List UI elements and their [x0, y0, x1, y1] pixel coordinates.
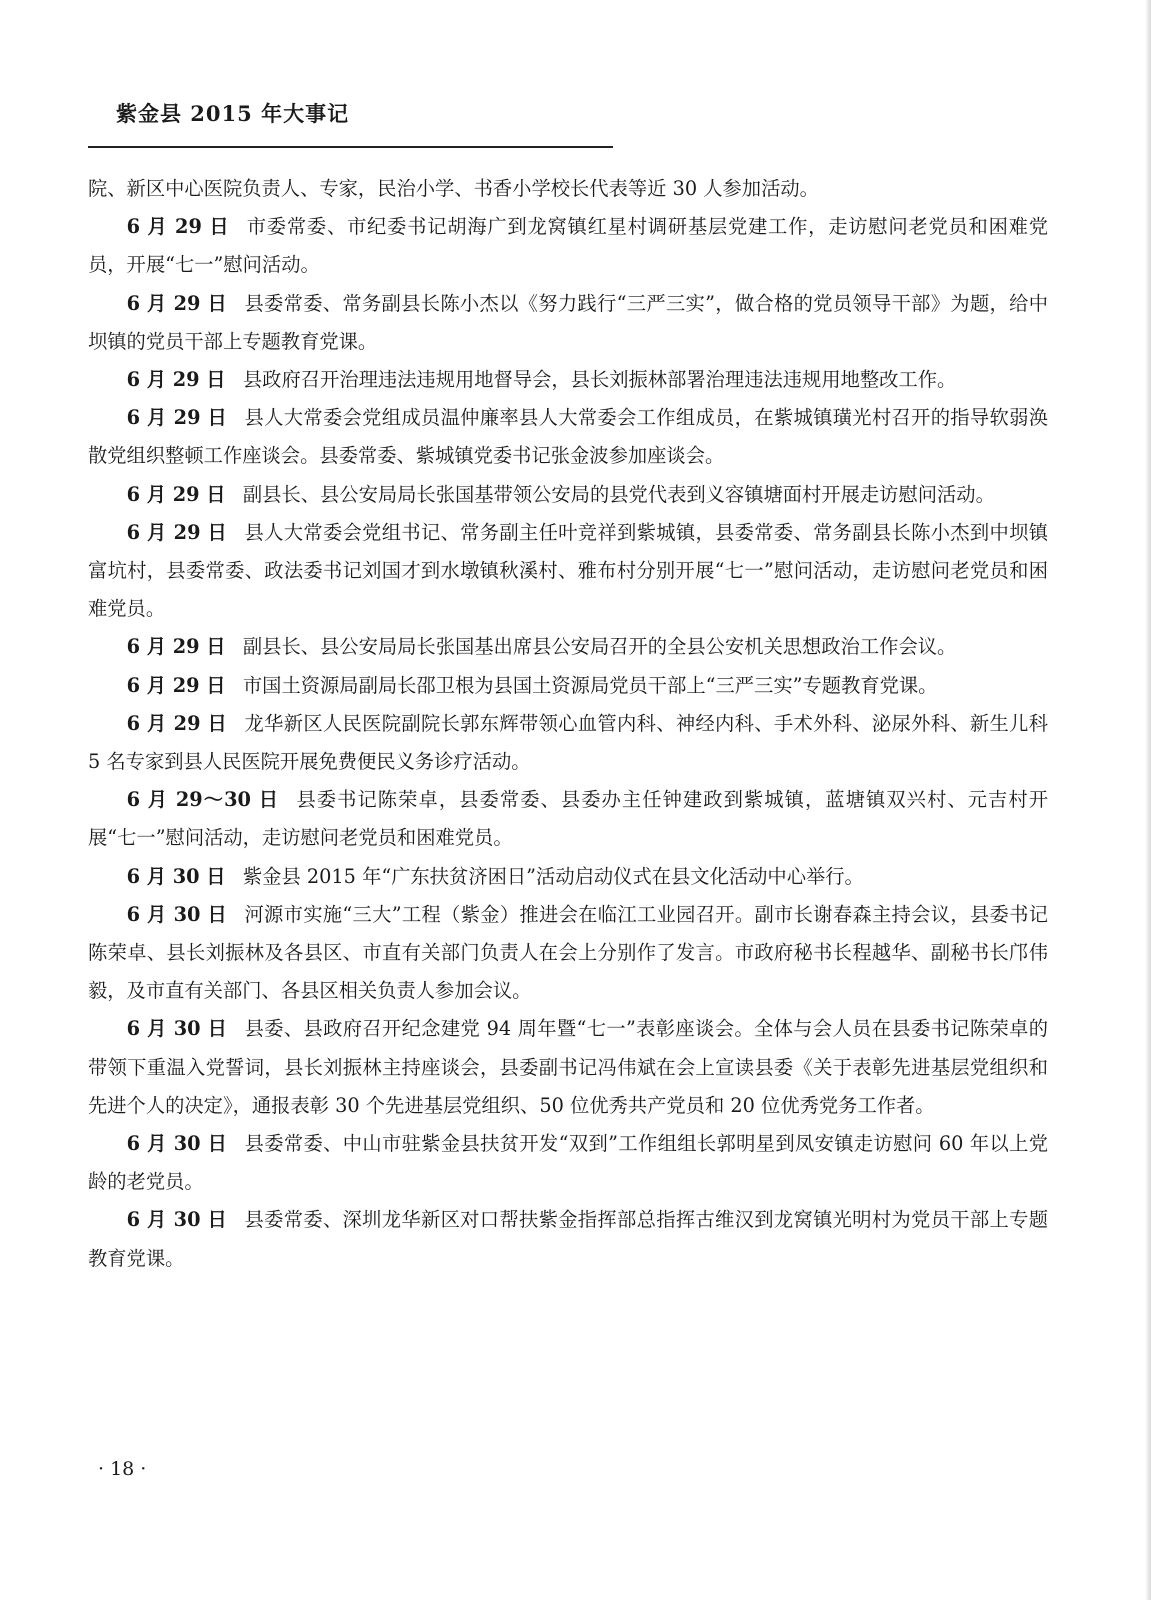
entry-text: 县委书记陈荣卓，县委常委、县委办主任钟建政到紫城镇，蓝塘镇双兴村、元吉村开展“七一”慰问活动，走访慰问老党员和困难党员。: [88, 788, 1048, 850]
entry-paragraph: [88, 514, 1048, 629]
entry-paragraph: [88, 476, 1048, 514]
entry-paragraph: [88, 628, 1048, 666]
entry-text: 县委常委、常务副县长陈小杰以《努力践行“三严三实”，做合格的党员领导干部》为题，给中坝镇的党员干部上专题教育党课。: [88, 291, 1048, 353]
body-text: [88, 170, 1048, 1278]
entry-date: 6 月 29 日: [126, 711, 228, 735]
entry-date: 6 月 29 日: [126, 635, 226, 659]
running-header-title: 紫金县 2015 年大事记: [116, 101, 350, 126]
entry-date: 6 月 29 日: [126, 482, 226, 506]
entry-text: 县委常委、深圳龙华新区对口帮扶紫金指挥部总指挥古维汉到龙窝镇光明村为党员干部上专题教育党课。: [88, 1208, 1049, 1270]
entry-date: 6 月 29 日: [126, 215, 230, 239]
scan-edge-shadow: [1145, 0, 1151, 1600]
entry-text: 县人大常委会党组成员温仲廉率县人大常委会工作组成员，在紫城镇璜光村召开的指导软弱涣散党组织整顿工作座谈会。县委常委、紫城镇党委书记张金波参加座谈会。: [88, 406, 1049, 468]
entry-paragraph: [88, 858, 1048, 896]
entry-text: 市国土资源局副局长邵卫根为县国土资源局党员干部上“三严三实”专题教育党课。: [242, 673, 938, 697]
entry-text: 市委常委、市纪委书记胡海广到龙窝镇红星村调研基层党建工作，走访慰问老党员和困难党员，开展“七一”慰问活动。: [88, 215, 1048, 277]
entry-date: 6 月 30 日: [126, 1132, 228, 1156]
entry-text: 县人大常委会党组书记、常务副主任叶竞祥到紫城镇，县委常委、常务副县长陈小杰到中坝镇富坑村，县委常委、政法委书记刘国才到水墩镇秋溪村、雅布村分别开展“七一”慰问活动，走访慰问老党员和困难党员。: [88, 520, 1049, 621]
entry-date: 6 月 30 日: [126, 902, 228, 926]
entry-text: 副县长、县公安局局长张国基带领公安局的县党代表到义容镇塘面村开展走访慰问活动。: [242, 482, 995, 506]
entry-paragraph: [88, 667, 1048, 705]
entry-paragraph: [88, 896, 1048, 1011]
continuation-paragraph: 院、新区中心医院负责人、专家，民治小学、书香小学校长代表等近 30 人参加活动。: [88, 177, 819, 200]
entry-paragraph: [88, 1201, 1048, 1277]
entry-date: 6 月 29 日: [126, 368, 226, 392]
entry-paragraph: [88, 361, 1048, 399]
entry-date: 6 月 29 日: [126, 673, 226, 697]
entry-date: 6 月 29 日: [126, 406, 228, 430]
entry-paragraph: [88, 208, 1048, 284]
entry-text: 河源市实施“三大”工程（紫金）推进会在临江工业园召开。副市长谢春森主持会议，县委书记陈荣卓、县长刘振林及各县区、市直有关部门负责人在会上分别作了发言。市政府秘书长程越华、副秘书长邝伟毅，及市直有关部门、各县区相关负责人参加会议。: [88, 902, 1048, 1003]
entry-paragraph: [88, 781, 1048, 857]
entry-text: 紫金县 2015 年“广东扶贫济困日”活动启动仪式在县文化活动中心举行。: [242, 864, 864, 888]
entry-text: 副县长、县公安局局长张国基出席县公安局召开的全县公安机关思想政治工作会议。: [242, 635, 957, 659]
entry-date: 6 月 30 日: [126, 1208, 228, 1232]
entry-date: 6 月 30 日: [126, 864, 226, 888]
entry-text: 县委、县政府召开纪念建党 94 周年暨“七一”表彰座谈会。全体与会人员在县委书记陈荣卓的带领下重温入党誓词，县长刘振林主持座谈会，县委副书记冯伟斌在会上宣读县委《关于表彰先进基层党组织和先进个人的决定》，通报表彰 30 个先进基层党组织、50 位优秀共产党员和 20 位优秀党务工作者。: [88, 1017, 1048, 1117]
entry-paragraph: [88, 1010, 1048, 1125]
entry-paragraph: [88, 285, 1048, 361]
entry-text: 龙华新区人民医院副院长郭东辉带领心血管内科、神经内科、手术外科、泌尿外科、新生儿科 5 名专家到县人民医院开展免费便民义务诊疗活动。: [88, 711, 1049, 774]
entry-paragraph: [88, 399, 1048, 475]
entry-text: 县委常委、中山市驻紫金县扶贫开发“双到”工作组组长郭明星到凤安镇走访慰问 60 年以上党龄的老党员。: [88, 1132, 1048, 1194]
header-divider: [88, 146, 613, 148]
entry-paragraph: [88, 705, 1048, 781]
entry-date: 6 月 29 日: [126, 520, 228, 544]
page-number: · 18 ·: [98, 1458, 147, 1480]
entry-paragraph: [88, 1125, 1048, 1201]
entry-date: 6 月 29～30 日: [126, 788, 280, 812]
entry-date: 6 月 29 日: [126, 291, 228, 315]
entry-date: 6 月 30 日: [126, 1017, 228, 1041]
entry-text: 县政府召开治理违法违规用地督导会，县长刘振林部署治理违法违规用地整改工作。: [242, 368, 957, 392]
